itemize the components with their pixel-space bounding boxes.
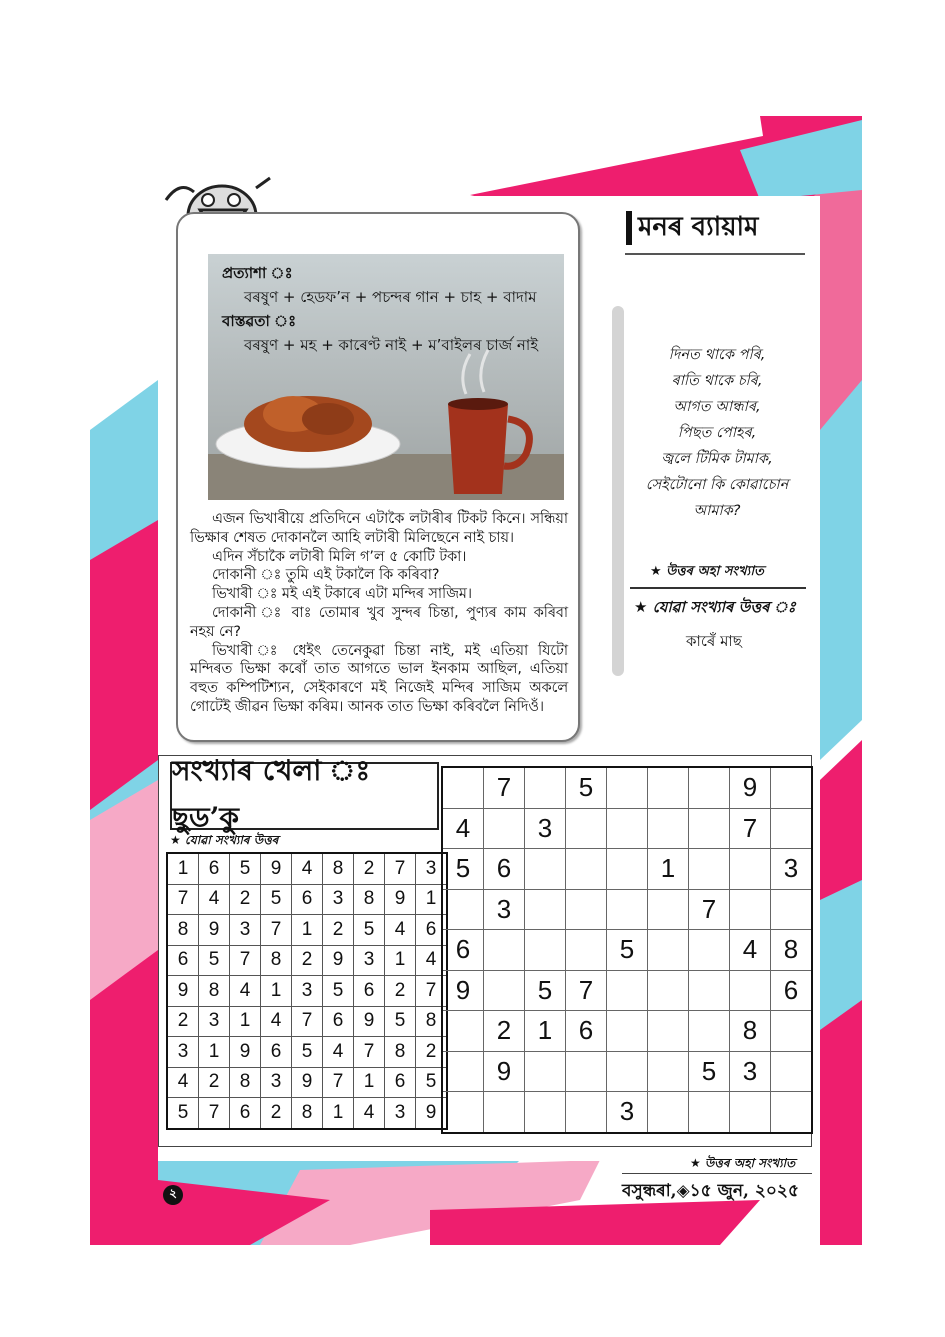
solution-row: [167, 945, 447, 976]
puzzle-cell: [607, 808, 648, 849]
solution-cell: 1: [261, 976, 292, 1007]
solution-row: [167, 1006, 447, 1037]
solution-cell: 1: [385, 945, 416, 976]
puzzle-cell: [566, 1092, 607, 1133]
solution-cell: 3: [323, 884, 354, 915]
solution-cell: 4: [323, 1037, 354, 1068]
puzzle-cell: [525, 889, 566, 930]
puzzle-cell: 5: [442, 849, 484, 890]
solution-cell: 8: [385, 1037, 416, 1068]
solution-cell: 2: [292, 945, 323, 976]
solution-cell: 7: [416, 976, 448, 1007]
puzzle-cell: [689, 1092, 730, 1133]
solution-cell: 6: [416, 915, 448, 946]
solution-cell: 7: [261, 915, 292, 946]
solution-cell: 9: [199, 915, 230, 946]
puzzle-cell: [442, 1011, 484, 1052]
solution-cell: 2: [199, 1067, 230, 1098]
solution-cell: 2: [385, 976, 416, 1007]
puzzle-row: [442, 1011, 812, 1052]
solution-cell: 6: [261, 1037, 292, 1068]
solution-cell: 2: [261, 1098, 292, 1129]
puzzle-cell: [771, 1011, 813, 1052]
solution-cell: 9: [354, 1006, 385, 1037]
solution-cell: 9: [385, 884, 416, 915]
puzzle-cell: [689, 808, 730, 849]
puzzle-cell: [442, 1051, 484, 1092]
solution-cell: 6: [167, 945, 199, 976]
solution-cell: 4: [416, 945, 448, 976]
puzzle-row: [442, 808, 812, 849]
puzzle-cell: [730, 849, 771, 890]
puzzle-cell: 2: [484, 1011, 525, 1052]
solution-cell: 8: [167, 915, 199, 946]
solution-cell: 4: [230, 976, 261, 1007]
solution-cell: 5: [230, 853, 261, 884]
puzzle-cell: 7: [689, 889, 730, 930]
footer-answer-note: ★ উত্তৰ অহা সংখ্যাত: [690, 1156, 796, 1170]
reality-heading: বাস্তৱতা ঃ: [222, 312, 297, 330]
riddle-line: সেইটোনো কি কোৱাচোন: [645, 477, 789, 493]
solution-cell: 9: [230, 1037, 261, 1068]
previous-answer-value: কাৰেঁ মাছ: [686, 632, 742, 650]
joke-paragraph: এদিন সঁচাকৈ লটাৰী মিলি গ’ল ৫ কোটি টকা।: [212, 548, 467, 565]
solution-cell: 7: [230, 945, 261, 976]
solution-cell: 7: [167, 884, 199, 915]
puzzle-cell: [771, 808, 813, 849]
solution-cell: 6: [292, 884, 323, 915]
puzzle-cell: [648, 808, 689, 849]
puzzle-cell: [648, 970, 689, 1011]
riddle-rule: [630, 587, 806, 589]
joke-paragraph: ভিখাৰী ঃ ধেইৎ তেনেকুৱা চিন্তা নাই, মই এতিয়া যিটো মন্দিৰত ভিক্ষা কৰোঁ তাত আগতে ভাল ইনকাম আছিল, এতিয়া বহুত কম্পিটিশ্যন, সেইকাৰণে মই নিজেই মন্দিৰ সাজিম অকলে গোটেই জীৱন ভিক্ষা কৰিম। আনক তাত ভিক্ষা কৰিবলৈ নিদিওঁ।: [190, 642, 568, 715]
puzzle-cell: 3: [771, 849, 813, 890]
solution-cell: 5: [167, 1098, 199, 1129]
solution-cell: 1: [354, 1067, 385, 1098]
solution-cell: 5: [385, 1006, 416, 1037]
solution-row: [167, 976, 447, 1007]
puzzle-cell: [607, 767, 648, 808]
solution-cell: 1: [323, 1098, 354, 1129]
expectation-text: বৰষুণ + হেডফ’ন + পচন্দৰ গান + চাহ + বাদাম: [244, 288, 537, 306]
solution-cell: 7: [385, 853, 416, 884]
puzzle-cell: 5: [689, 1051, 730, 1092]
puzzle-cell: 6: [442, 930, 484, 971]
solution-cell: 3: [292, 976, 323, 1007]
solution-cell: 8: [230, 1067, 261, 1098]
puzzle-cell: [525, 767, 566, 808]
puzzle-row: [442, 1051, 812, 1092]
puzzle-cell: 4: [730, 930, 771, 971]
solution-cell: 8: [354, 884, 385, 915]
puzzle-cell: [525, 1051, 566, 1092]
puzzle-cell: [648, 1092, 689, 1133]
puzzle-cell: [771, 889, 813, 930]
joke-text: [190, 510, 568, 717]
solution-cell: 6: [230, 1098, 261, 1129]
solution-row: [167, 915, 447, 946]
solution-cell: 7: [354, 1037, 385, 1068]
puzzle-cell: [442, 1092, 484, 1133]
solution-cell: 9: [323, 945, 354, 976]
solution-cell: 8: [323, 853, 354, 884]
puzzle-cell: [442, 889, 484, 930]
solution-row: [167, 884, 447, 915]
puzzle-cell: [730, 1092, 771, 1133]
solution-cell: 4: [385, 915, 416, 946]
solution-cell: 9: [167, 976, 199, 1007]
puzzle-cell: [525, 930, 566, 971]
section-title: [626, 208, 806, 248]
joke-box: [176, 212, 580, 742]
puzzle-cell: [607, 970, 648, 1011]
puzzle-cell: 5: [566, 767, 607, 808]
puzzle-cell: [648, 1051, 689, 1092]
solution-cell: 4: [292, 853, 323, 884]
solution-cell: 6: [385, 1067, 416, 1098]
puzzle-cell: 3: [730, 1051, 771, 1092]
puzzle-cell: [525, 849, 566, 890]
solution-cell: 1: [230, 1006, 261, 1037]
solution-cell: 2: [354, 853, 385, 884]
puzzle-cell: [566, 808, 607, 849]
puzzle-cell: 1: [648, 849, 689, 890]
puzzle-cell: [607, 1051, 648, 1092]
solution-label: ★ যোৱা সংখ্যাৰ উত্তৰ: [170, 833, 279, 847]
reality-text: বৰষুণ + মহ + কাৰেণ্ট নাই + ম’বাইলৰ চাৰ্জ নাই: [244, 336, 539, 354]
puzzle-cell: [607, 849, 648, 890]
solution-cell: 2: [230, 884, 261, 915]
puzzle-cell: [566, 930, 607, 971]
puzzle-cell: [607, 1011, 648, 1052]
solution-row: [167, 1067, 447, 1098]
puzzle-cell: [730, 889, 771, 930]
solution-cell: 8: [261, 945, 292, 976]
solution-cell: 6: [199, 853, 230, 884]
solution-cell: 5: [323, 976, 354, 1007]
solution-cell: 7: [323, 1067, 354, 1098]
puzzle-cell: [648, 930, 689, 971]
solution-cell: 7: [199, 1098, 230, 1129]
puzzle-cell: [484, 970, 525, 1011]
solution-cell: 9: [416, 1098, 448, 1129]
puzzle-cell: [648, 1011, 689, 1052]
puzzle-cell: [689, 970, 730, 1011]
solution-cell: 5: [292, 1037, 323, 1068]
solution-cell: 8: [292, 1098, 323, 1129]
expectation-heading: প্ৰত্যাশা ঃ: [222, 264, 293, 282]
riddle-answer-note: ★ উত্তৰ অহা সংখ্যাত: [650, 564, 764, 579]
puzzle-cell: [566, 889, 607, 930]
puzzle-cell: 9: [730, 767, 771, 808]
puzzle-cell: [689, 849, 730, 890]
solution-cell: 5: [199, 945, 230, 976]
puzzle-row: [442, 930, 812, 971]
joke-paragraph: দোকানী ঃ বাঃ তোমাৰ খুব সুন্দৰ চিন্তা, পুণ্যৰ কাম কৰিবা নহয় নে?: [190, 604, 568, 640]
solution-row: [167, 1037, 447, 1068]
riddle-line: পিছত পোহৰ,: [677, 425, 757, 441]
puzzle-cell: 5: [525, 970, 566, 1011]
solution-cell: 7: [292, 1006, 323, 1037]
puzzle-cell: 3: [525, 808, 566, 849]
puzzle-cell: 9: [442, 970, 484, 1011]
puzzle-cell: [566, 1051, 607, 1092]
solution-cell: 1: [199, 1037, 230, 1068]
solution-cell: 3: [261, 1067, 292, 1098]
solution-cell: 1: [292, 915, 323, 946]
puzzle-cell: [648, 767, 689, 808]
title-bar-accent: [626, 211, 632, 245]
riddle-side-bar: [612, 306, 624, 676]
solution-cell: 5: [416, 1067, 448, 1098]
puzzle-cell: 5: [607, 930, 648, 971]
solution-cell: 2: [167, 1006, 199, 1037]
previous-answer-title: ★ যোৱা সংখ্যাৰ উত্তৰ ঃ: [634, 598, 796, 616]
solution-cell: 6: [323, 1006, 354, 1037]
solution-cell: 4: [199, 884, 230, 915]
solution-row: [167, 853, 447, 884]
puzzle-cell: 7: [730, 808, 771, 849]
riddle-line: আগত আন্ধাৰ,: [673, 399, 761, 415]
footer-rule: [622, 1173, 812, 1174]
solution-cell: 9: [292, 1067, 323, 1098]
riddle-line: ৰাতি থাকে চৰি,: [671, 373, 763, 389]
solution-cell: 5: [261, 884, 292, 915]
solution-cell: 3: [416, 853, 448, 884]
joke-paragraph: দোকানী ঃ তুমি এই টকালৈ কি কৰিবা?: [212, 567, 440, 584]
solution-cell: 6: [354, 976, 385, 1007]
joke-paragraph: এজন ভিখাৰীয়ে প্ৰতিদিনে এটাকৈ লটাৰীৰ টিকট কিনে। সন্ধিয়া ভিক্ষাৰ শেষত দোকানলৈ আহি লটাৰী মিলিছেনে নাই চায়।: [190, 511, 568, 546]
puzzle-cell: 8: [771, 930, 813, 971]
puzzle-cell: [648, 889, 689, 930]
puzzle-cell: 1: [525, 1011, 566, 1052]
puzzle-row: [442, 889, 812, 930]
solution-cell: 8: [416, 1006, 448, 1037]
solution-cell: 3: [354, 945, 385, 976]
puzzle-row: [442, 849, 812, 890]
solution-cell: 3: [385, 1098, 416, 1129]
puzzle-row: [442, 1092, 812, 1133]
puzzle-cell: 7: [566, 970, 607, 1011]
puzzle-cell: [689, 1011, 730, 1052]
puzzle-cell: 6: [566, 1011, 607, 1052]
solution-cell: 1: [167, 853, 199, 884]
solution-cell: 3: [199, 1006, 230, 1037]
solution-cell: 9: [261, 853, 292, 884]
puzzle-cell: 9: [484, 1051, 525, 1092]
puzzle-cell: 6: [484, 849, 525, 890]
footer-masthead: বসুন্ধৰা,◈১৫ জুন, ২০২৫: [622, 1181, 800, 1201]
riddle-line: আমাক?: [693, 503, 741, 519]
puzzle-cell: [607, 889, 648, 930]
solution-cell: 8: [199, 976, 230, 1007]
puzzle-row: [442, 767, 812, 808]
puzzle-cell: [771, 1092, 813, 1133]
puzzle-cell: [771, 1051, 813, 1092]
solution-cell: 4: [354, 1098, 385, 1129]
sudoku-title: সংখ্যাৰ খেলা ঃ ছুড’কু: [170, 762, 439, 830]
puzzle-cell: [771, 767, 813, 808]
puzzle-cell: [689, 767, 730, 808]
puzzle-cell: [484, 808, 525, 849]
title-rule: [625, 253, 805, 255]
solution-cell: 3: [230, 915, 261, 946]
puzzle-cell: [689, 930, 730, 971]
solution-row: [167, 1098, 447, 1129]
puzzle-grid: [441, 766, 813, 1134]
puzzle-cell: [484, 1092, 525, 1133]
riddle-line: জ্বলে টিমিক টামাক,: [661, 451, 773, 467]
puzzle-cell: 8: [730, 1011, 771, 1052]
puzzle-cell: [525, 1092, 566, 1133]
riddle-line: দিনত থাকে পৰি,: [668, 347, 766, 363]
page-number: ২: [163, 1185, 183, 1205]
puzzle-cell: [730, 970, 771, 1011]
solution-cell: 2: [323, 915, 354, 946]
puzzle-cell: 6: [771, 970, 813, 1011]
solution-cell: 5: [354, 915, 385, 946]
solution-cell: 4: [261, 1006, 292, 1037]
riddle-text: [630, 342, 804, 524]
puzzle-cell: [442, 767, 484, 808]
puzzle-cell: 3: [484, 889, 525, 930]
puzzle-cell: 7: [484, 767, 525, 808]
solution-grid: [166, 852, 448, 1130]
puzzle-cell: 4: [442, 808, 484, 849]
puzzle-cell: 3: [607, 1092, 648, 1133]
solution-cell: 3: [167, 1037, 199, 1068]
puzzle-cell: [566, 849, 607, 890]
joke-paragraph: ভিখাৰী ঃ মই এই টকাৰে এটা মন্দিৰ সাজিম।: [212, 586, 472, 603]
solution-cell: 2: [416, 1037, 448, 1068]
puzzle-cell: [484, 930, 525, 971]
puzzle-row: [442, 970, 812, 1011]
section-title-text: মনৰ ব্যায়াম: [638, 212, 759, 242]
solution-cell: 4: [167, 1067, 199, 1098]
solution-cell: 1: [416, 884, 448, 915]
